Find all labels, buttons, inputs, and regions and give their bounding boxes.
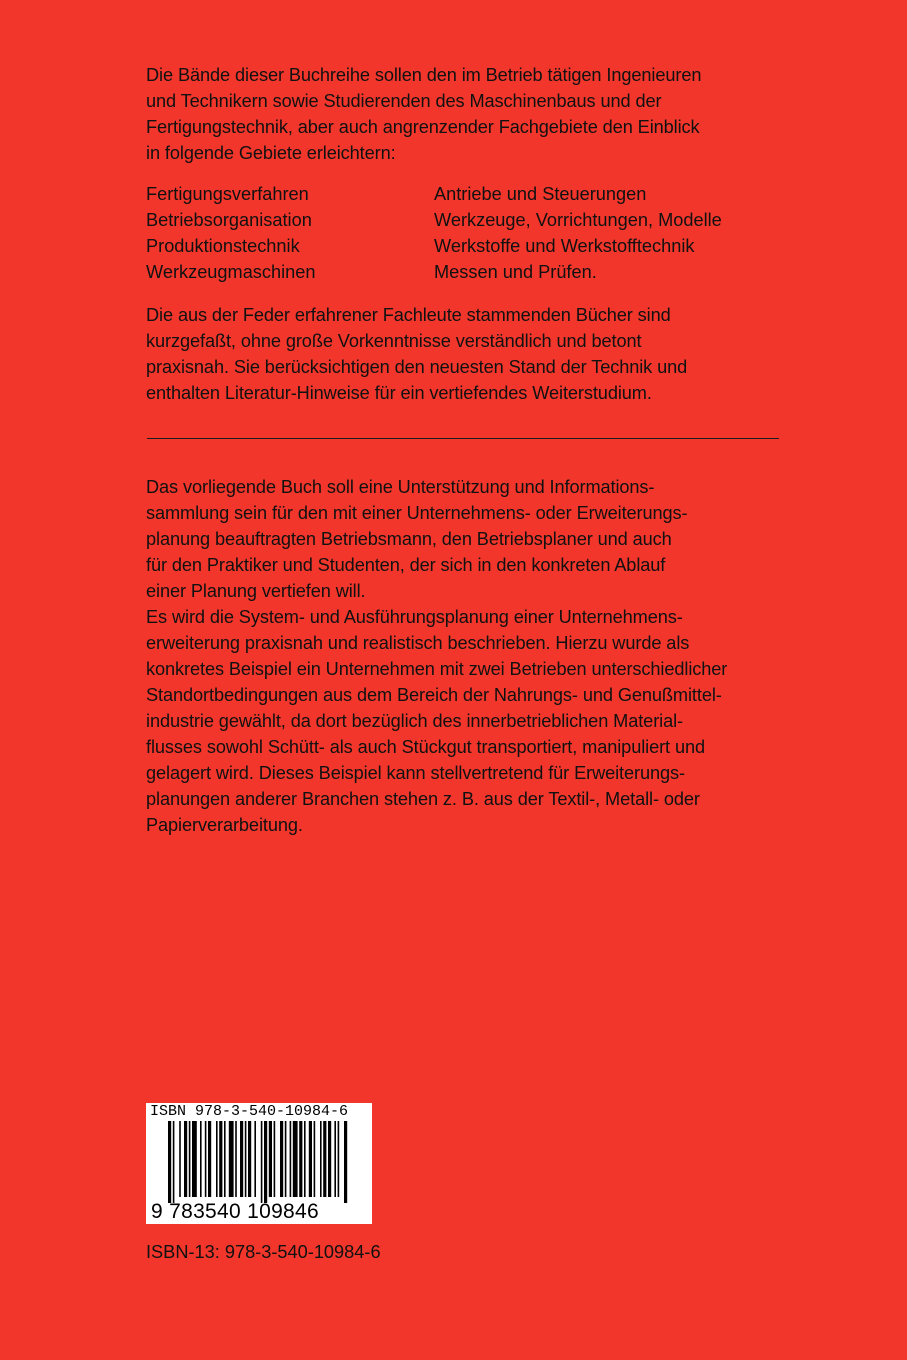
barcode-bar xyxy=(269,1121,272,1197)
topic-item: Produktionstechnik xyxy=(146,236,300,256)
text-line: einer Planung vertiefen will. xyxy=(146,581,366,601)
text-line: planungen anderer Branchen stehen z. B. aus der Textil-, Metall- oder xyxy=(146,789,700,809)
series-intro-paragraph xyxy=(146,62,786,166)
isbn-barcode xyxy=(146,1103,372,1224)
text-line: enthalten Literatur-Hinweise für ein vertiefendes Weiterstudium. xyxy=(146,383,652,403)
barcode-bar xyxy=(344,1121,347,1203)
barcode-bar xyxy=(184,1121,187,1197)
topic-item: Werkstoffe und Werkstofftechnik xyxy=(434,236,695,256)
barcode-bar xyxy=(299,1121,302,1197)
barcode-bar xyxy=(179,1121,181,1197)
barcode-bar xyxy=(334,1121,336,1197)
text-line: Es wird die System- und Ausführungsplanung einer Unternehmens- xyxy=(146,607,683,627)
text-line: Die aus der Feder erfahrener Fachleute stammenden Bücher sind xyxy=(146,305,671,325)
text-line: erweiterung praxisnah und realistisch beschrieben. Hierzu wurde als xyxy=(146,633,690,653)
barcode-bar xyxy=(235,1121,237,1197)
text-line: praxisnah. Sie berücksichtigen den neuesten Stand der Technik und xyxy=(146,357,688,377)
text-line: flusses sowohl Schütt- als auch Stückgut transportiert, manipuliert und xyxy=(146,737,706,757)
series-features-paragraph xyxy=(146,302,786,406)
text-line: Die Bände dieser Buchreihe sollen den im Betrieb tätigen Ingenieuren xyxy=(146,65,702,85)
topic-item: Messen und Prüfen. xyxy=(434,262,597,282)
topic-item: Fertigungsverfahren xyxy=(146,184,309,204)
text-line: Standortbedingungen aus dem Bereich der Nahrungs- und Genußmittel- xyxy=(146,685,722,705)
barcode-bar xyxy=(304,1121,306,1197)
barcode-bar xyxy=(216,1121,218,1197)
barcode-bar xyxy=(189,1121,191,1197)
barcode-bar xyxy=(264,1121,267,1203)
text-line: industrie gewählt, da dort bezüglich des innerbetrieblichen Material- xyxy=(146,711,684,731)
barcode-bar xyxy=(248,1121,251,1197)
barcode-bar xyxy=(240,1121,243,1197)
text-line: für den Praktiker und Studenten, der sich in den konkreten Ablauf xyxy=(146,555,666,575)
barcode-bar xyxy=(309,1121,312,1197)
barcode-bar xyxy=(173,1121,175,1203)
topic-item: Werkzeuge, Vorrichtungen, Modelle xyxy=(434,210,722,230)
text-line: kurzgefaßt, ohne große Vorkenntnisse verständlich und betont xyxy=(146,331,642,351)
text-line: in folgende Gebiete erleichtern: xyxy=(146,143,396,163)
text-line: Fertigungstechnik, aber auch angrenzender Fachgebiete den Einblick xyxy=(146,117,700,137)
barcode-bar xyxy=(320,1121,322,1197)
text-line: Papierverarbeitung. xyxy=(146,815,303,835)
isbn-13-text: ISBN-13: 978-3-540-10984-6 xyxy=(146,1242,381,1262)
barcode-bar xyxy=(200,1121,202,1197)
barcode-bar xyxy=(245,1121,247,1197)
barcode-bar xyxy=(293,1121,298,1197)
barcode-bar xyxy=(285,1121,287,1197)
barcode-bar xyxy=(261,1121,263,1203)
topic-column-right xyxy=(434,181,722,285)
barcode-bar xyxy=(314,1121,316,1197)
barcode-bar xyxy=(192,1121,197,1197)
barcode-bar xyxy=(274,1121,276,1197)
barcode-bar xyxy=(205,1121,207,1197)
barcode-bar xyxy=(280,1121,283,1197)
topic-item: Betriebsorganisation xyxy=(146,210,312,230)
text-line: planung beauftragten Betriebsmann, den Betriebsplaner und auch xyxy=(146,529,672,549)
barcode-bar xyxy=(254,1121,256,1197)
barcode-bars-icon xyxy=(168,1121,348,1203)
book-description-paragraph xyxy=(146,474,786,838)
topic-item: Antriebe und Steuerungen xyxy=(434,184,647,204)
text-line: konkretes Beispiel ein Unternehmen mit zwei Betrieben unterschiedlicher xyxy=(146,659,728,679)
barcode-bar xyxy=(338,1121,340,1197)
text-line: sammlung sein für den mit einer Unternehmens- oder Erweiterungs- xyxy=(146,503,688,523)
barcode-bar xyxy=(229,1121,234,1197)
text-line: gelagert wird. Dieses Beispiel kann stellvertretend für Erweiterungs- xyxy=(146,763,685,783)
barcode-bar xyxy=(219,1121,222,1197)
text-line: und Technikern sowie Studierenden des Maschinenbaus und der xyxy=(146,91,662,111)
text-line: Das vorliegende Buch soll eine Unterstützung und Informations- xyxy=(146,477,655,497)
topic-item: Werkzeugmaschinen xyxy=(146,262,316,282)
barcode-bar xyxy=(208,1121,211,1197)
horizontal-divider xyxy=(147,438,779,439)
barcode-bar xyxy=(224,1121,226,1197)
barcode-bar xyxy=(290,1121,292,1197)
topic-column-left xyxy=(146,181,316,285)
barcode-digits: 9 783540 109846 xyxy=(151,1200,319,1223)
barcode-bar xyxy=(323,1121,326,1197)
barcode-bar xyxy=(168,1121,171,1203)
barcode-isbn-label: ISBN 978-3-540-10984-6 xyxy=(150,1103,349,1120)
barcode-bar xyxy=(328,1121,331,1197)
